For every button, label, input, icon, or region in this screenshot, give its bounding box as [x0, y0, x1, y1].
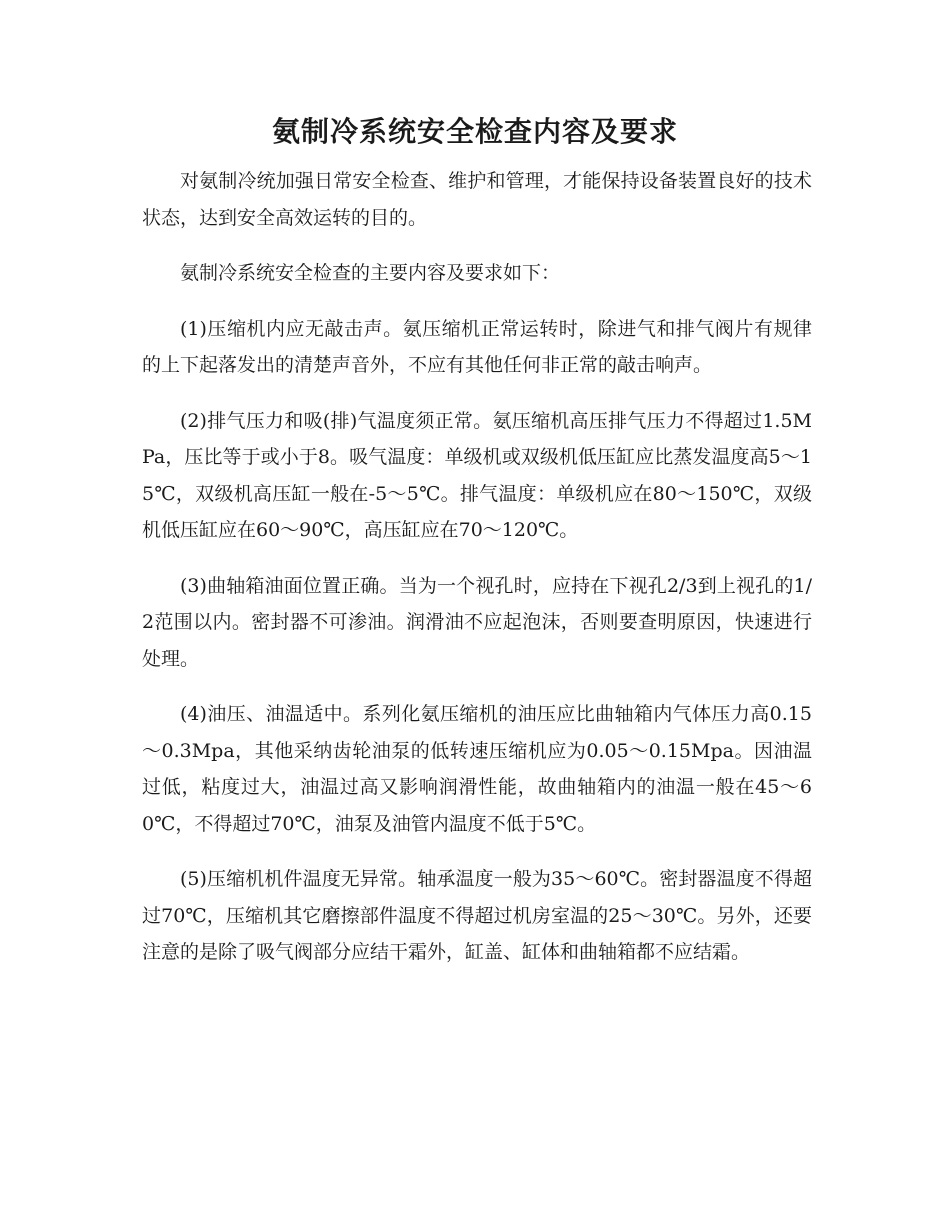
item-4-paragraph: (4)油压、油温适中。系列化氨压缩机的油压应比曲轴箱内气体压力高0.15～0.3Mpa，其他采纳齿轮油泵的低转速压缩机应为0.05～0.15Mpa。因油温过低，粘度过大，油温过高又影响润滑性能，故曲轴箱内的油温一般在45～60℃，不得超过70℃，油泵及油管内温度不低于5℃。: [142, 703, 812, 835]
item-3-paragraph: (3)曲轴箱油面位置正确。当为一个视孔时，应持在下视孔2/3到上视孔的1/2范围以内。密封器不可渗油。润滑油不应起泡沫，否则要查明原因，快速进行处理。: [142, 574, 812, 670]
item-5-paragraph: (5)压缩机机件温度无异常。轴承温度一般为35～60℃。密封器温度不得超过70℃，压缩机其它磨擦部件温度不得超过机房室温的25～30℃。另外，还要注意的是除了吸气阀部分应结干霜外，缸盖、缸体和曲轴箱都不应结霜。: [142, 868, 812, 963]
document-title: 氨制冷系统安全检查内容及要求: [271, 115, 678, 148]
lead-in-paragraph: 氨制冷系统安全检查的主要内容及要求如下：: [180, 262, 561, 284]
document-body: [142, 163, 812, 990]
item-1-paragraph: (1)压缩机内应无敲击声。氨压缩机正常运转时，除进气和排气阀片有规律的上下起落发出的清楚声音外，不应有其他任何非正常的敲击响声。: [142, 317, 812, 376]
intro-paragraph: 对氨制冷统加强日常安全检查、维护和管理，才能保持设备装置良好的技术状态，达到安全高效运转的目的。: [142, 170, 812, 229]
item-2-paragraph: (2)排气压力和吸(排)气温度须正常。氨压缩机高压排气压力不得超过1.5MPa，压比等于或小于8。吸气温度：单级机或双级机低压缸应比蒸发温度高5～15℃，双级机高压缸一般在-5～5℃。排气温度：单级机应在80～150℃，双级机低压缸应在60～90℃，高压缸应在70～120℃。: [142, 409, 812, 541]
